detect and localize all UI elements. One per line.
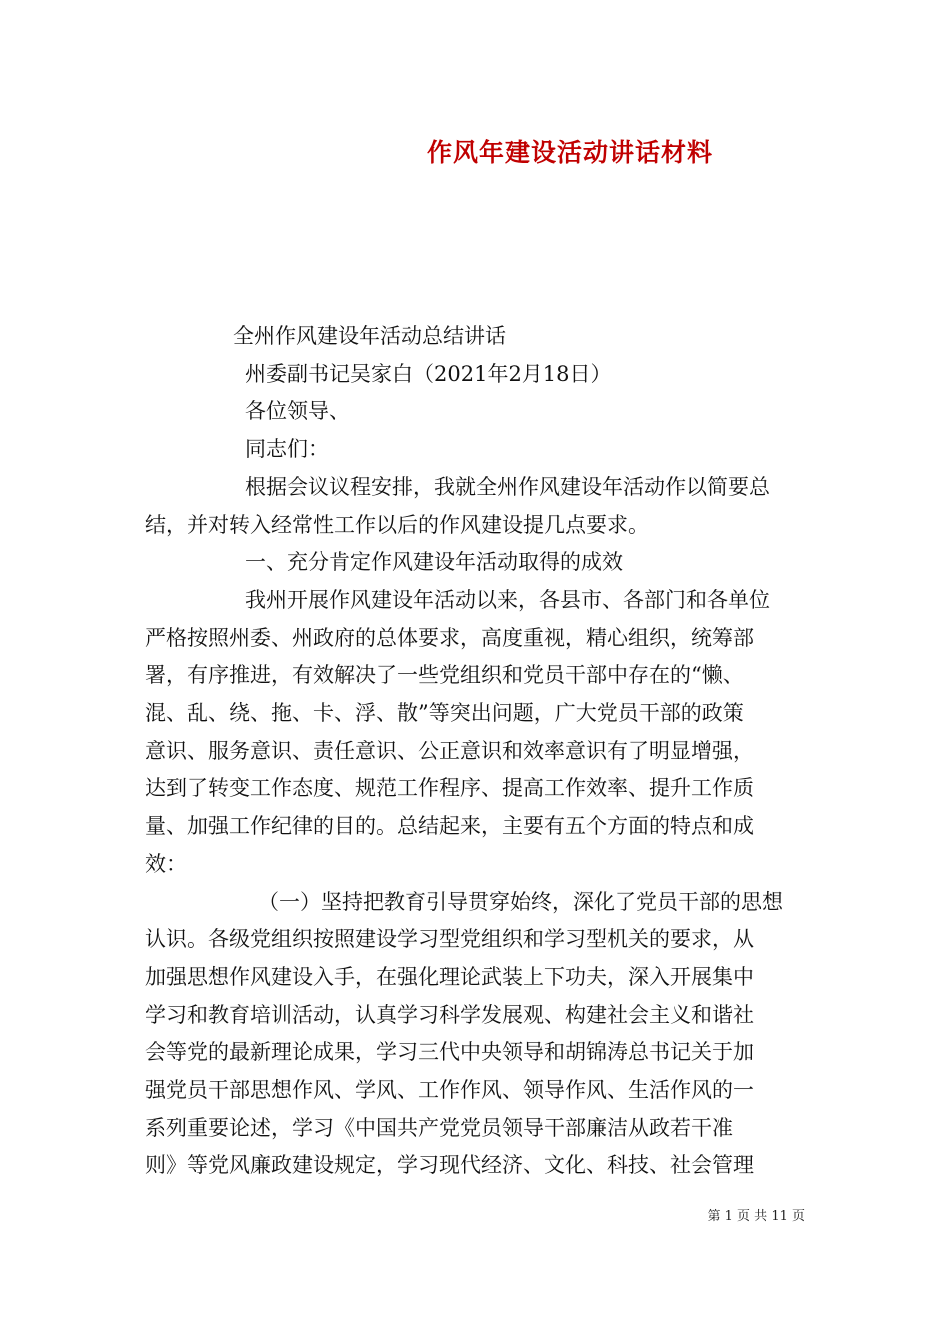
paragraph-education bbox=[145, 884, 807, 1186]
salutation-comrades: 同志们： bbox=[245, 437, 329, 462]
text-line: 认识。各级党组织按照建设学习型党组织和学习型机关的要求，从 bbox=[145, 927, 754, 952]
speech-subtitle: 全州作风建设年活动总结讲话 bbox=[233, 324, 506, 348]
text-line: 量、加强工作纪律的目的。总结起来，主要有五个方面的特点和成 bbox=[145, 814, 754, 839]
text-line: 严格按照州委、州政府的总体要求，高度重视，精心组织，统筹部 bbox=[145, 625, 754, 650]
intro-paragraph bbox=[145, 469, 807, 544]
text-line: 结，并对转入经常性工作以后的作风建设提几点要求。 bbox=[145, 512, 649, 537]
text-line: 意识、服务意识、责任意识、公正意识和效率意识有了明显增强， bbox=[145, 738, 754, 763]
salutation-leaders: 各位领导、 bbox=[245, 399, 350, 424]
text-line: 我州开展作风建设年活动以来，各县市、各部门和各单位 bbox=[245, 587, 770, 612]
text-line: 则》等党风廉政建设规定，学习现代经济、文化、科技、社会管理 bbox=[145, 1153, 754, 1178]
text-line: 系列重要论述，学习《中国共产党党员领导干部廉洁从政若干准 bbox=[145, 1115, 733, 1140]
text-line: 根据会议议程安排，我就全州作风建设年活动作以简要总 bbox=[245, 474, 770, 499]
speaker-line: 州委副书记吴家白（2021年2月18日） bbox=[245, 361, 612, 386]
text-line: 加强思想作风建设入手，在强化理论武装上下功夫，深入开展集中 bbox=[145, 964, 754, 989]
text-line: （一）坚持把教育引导贯穿始终，深化了党员干部的思想 bbox=[258, 889, 783, 914]
paragraph-achievements bbox=[145, 582, 807, 884]
section-heading: 一、充分肯定作风建设年活动取得的成效 bbox=[245, 550, 623, 575]
text-line: 会等党的最新理论成果，学习三代中央领导和胡锦涛总书记关于加 bbox=[145, 1040, 754, 1065]
text-line: 达到了转变工作态度、规范工作程序、提高工作效率、提升工作质 bbox=[145, 776, 754, 801]
text-line: 学习和教育培训活动，认真学习科学发展观、构建社会主义和谐社 bbox=[145, 1002, 754, 1027]
text-line: 混、乱、绕、拖、卡、浮、散”等突出问题，广大党员干部的政策 bbox=[145, 701, 744, 726]
text-line: 署，有序推进，有效解决了一些党组织和党员干部中存在的“懒、 bbox=[145, 663, 744, 688]
text-line: 强党员干部思想作风、学风、工作作风、领导作风、生活作风的一 bbox=[145, 1078, 754, 1103]
document-body bbox=[145, 318, 807, 1185]
text-line: 效： bbox=[145, 851, 187, 876]
document-title: 作风年建设活动讲话材料 bbox=[426, 138, 713, 167]
page-number: 第 1 页 共 11 页 bbox=[707, 1209, 805, 1224]
